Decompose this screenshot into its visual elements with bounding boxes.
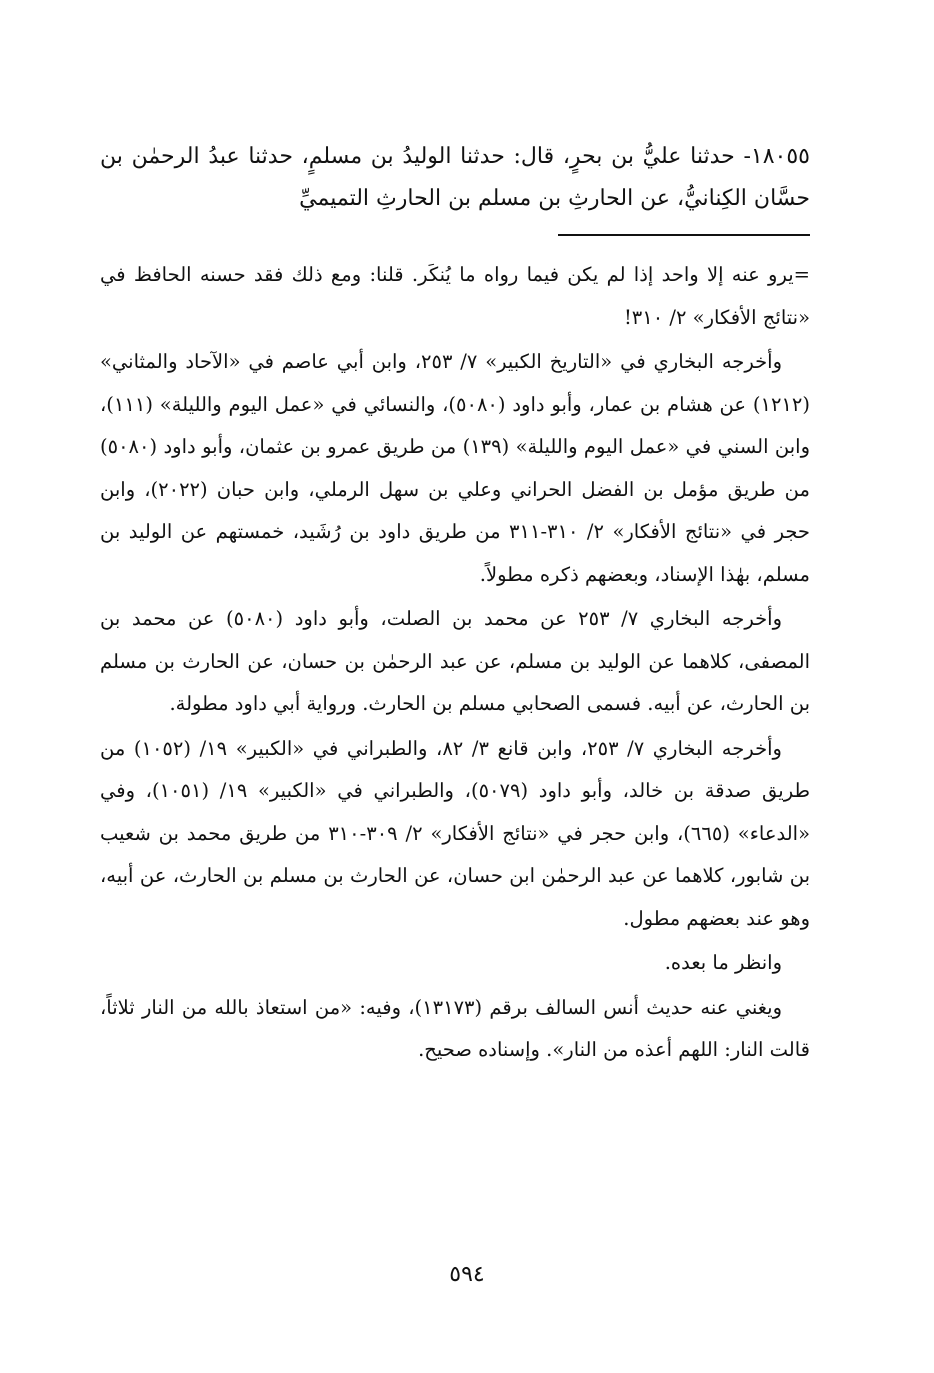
footnote-paragraph-5: وانظر ما بعده. (664, 951, 782, 974)
page-content (100, 136, 810, 1074)
footnote-paragraph-3: وأخرجه البخاري ٧/ ٢٥٣ عن محمد بن الصلت، وأبو داود (٥٠٨٠) عن محمد بن المصفى، كلاهما عن الوليد بن مسلم، عن عبد الرحمٰن بن حسان، عن الحارث بن مسلم بن الحارث، عن أبيه. فسمى الصحابي مسلم بن الحارث. ورواية أبي داود مطولة. (100, 607, 810, 715)
footnote-paragraph-4: وأخرجه البخاري ٧/ ٢٥٣، وابن قانع ٣/ ٨٢، والطبراني في «الكبير» ١٩/ (١٠٥٢) من طريق صدقة بن خالد، وأبو داود (٥٠٧٩)، والطبراني في «الكبير» ١٩/ (١٠٥١)، وفي «الدعاء» (٦٦٥)، وابن حجر في «نتائج الأفكار» ٢/ ٣٠٩-٣١٠ من طريق محمد بن شعيب بن شابور، كلاهما عن عبد الرحمٰن ابن حسان، عن الحارث بن مسلم بن الحارث، عن أبيه، وهو عند بعضهم مطول. (100, 736, 811, 930)
hadith-text: ١٨٠٥٥- حدثنا عليُّ بن بحرٍ، قال: حدثنا الوليدُ بن مسلمٍ، حدثنا عبدُ الرحمٰن بن حسَّان الكِنانيُّ، عن الحارثِ بن مسلم بن الحارثِ التميميِّ (100, 144, 810, 211)
footnote-divider (558, 234, 810, 236)
footnote-paragraph-1: =يرو عنه إلا واحد إذا لم يكن فيما رواه ما يُنكَر. قلنا: ومع ذلك فقد حسنه الحافظ في «نتائج الأفكار» ٢/ ٣١٠! (100, 263, 810, 329)
footnote-paragraph-2: وأخرجه البخاري في «التاريخ الكبير» ٧/ ٢٥٣، وابن أبي عاصم في «الآحاد والمثاني» (١٢١٢) عن هشام بن عمار، وأبو داود (٥٠٨٠)، والنسائي في «عمل اليوم والليلة» (١١١)، وابن السني في «عمل اليوم والليلة» (١٣٩) من طريق عمرو بن عثمان، وأبو داود (٥٠٨٠) من طريق مؤمل بن الفضل الحراني وعلي بن سهل الرملي، وابن حبان (٢٠٢٢)، وابن حجر في «نتائج الأفكار» ٢/ ٣١٠-٣١١ من طريق داود بن رُشَيد، خمستهم عن الوليد بن مسلم، بهٰذا الإسناد، وبعضهم ذكره مطولاً. (100, 350, 810, 586)
footnotes (100, 254, 810, 1072)
page-number: ٥٩٤ (449, 1262, 485, 1287)
footnote-paragraph-6: ويغني عنه حديث أنس السالف برقم (١٣١٧٣)، وفيه: «من استعاذ بالله من النار ثلاثاً، قالت النار: اللهم أعذه من النار». وإسناده صحيح. (100, 995, 810, 1061)
